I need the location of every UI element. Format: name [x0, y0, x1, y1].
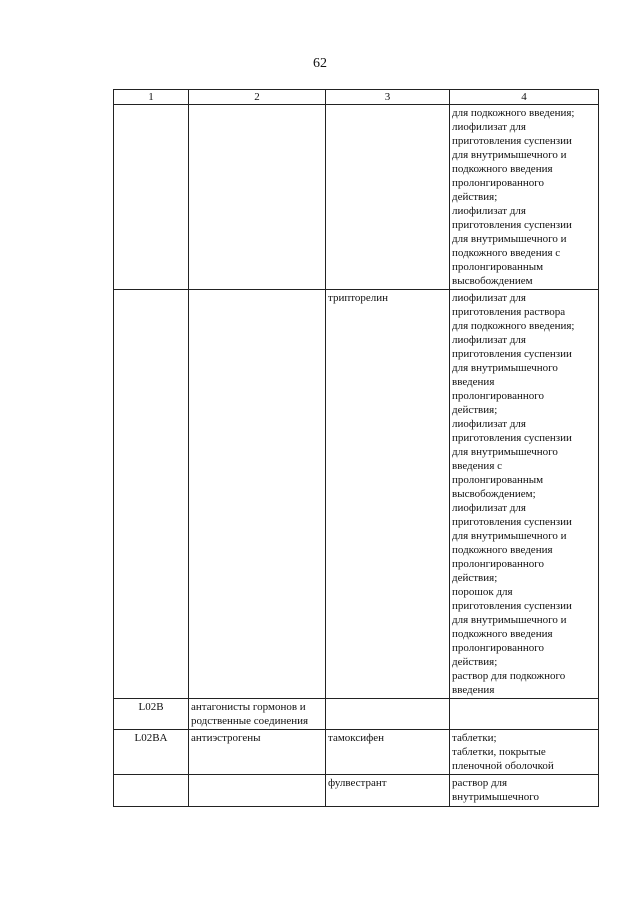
dosage-form-line: приготовления суспензии — [452, 219, 572, 231]
pharm-group-cell — [189, 290, 326, 699]
dosage-form-line: для внутримышечного — [452, 446, 558, 458]
pharm-group-cell — [189, 775, 326, 807]
table-row — [114, 105, 599, 290]
dosage-form-line: приготовления суспензии — [452, 348, 572, 360]
dosage-form-line: пролонгированным — [452, 474, 544, 486]
substance-cell — [326, 105, 450, 290]
dosage-form-line: для внутримышечного и — [452, 530, 567, 542]
dosage-form-line: для подкожного введения; — [452, 107, 575, 119]
table-row — [114, 775, 599, 807]
dosage-form-line: раствор для — [452, 777, 508, 789]
table-header-row — [114, 90, 599, 105]
dosage-form-line: таблетки; — [452, 732, 497, 744]
dosage-form-line: пролонгированного — [452, 558, 544, 570]
dosage-form-line: пролонгированным — [452, 261, 544, 273]
dosage-form-line: для подкожного введения; — [452, 320, 575, 332]
dosage-form-line: действия; — [452, 404, 498, 416]
dosage-form-line: лиофилизат для — [452, 334, 526, 346]
dosage-form-line: действия; — [452, 191, 498, 203]
drug-table — [113, 89, 599, 807]
dosage-form-line: пролонгированного — [452, 642, 544, 654]
dosage-form-line: внутримышечного — [452, 791, 539, 803]
substance-cell: тамоксифен — [326, 730, 450, 775]
dosage-forms-cell — [450, 290, 599, 699]
dosage-form-line: введения — [452, 684, 495, 696]
dosage-forms-cell — [450, 105, 599, 290]
substance-cell: трипторелин — [326, 290, 450, 699]
dosage-form-line: для внутримышечного — [452, 362, 558, 374]
atc-code-cell: L02B — [114, 699, 189, 730]
dosage-form-line: лиофилизат для — [452, 418, 526, 430]
dosage-form-line: введения с — [452, 460, 503, 472]
dosage-form-line: подкожного введения — [452, 544, 553, 556]
pharm-group-cell — [189, 105, 326, 290]
dosage-form-line: подкожного введения с — [452, 247, 561, 259]
column-header: 4 — [450, 90, 599, 105]
table-row — [114, 730, 599, 775]
dosage-form-line: лиофилизат для — [452, 205, 526, 217]
dosage-form-line: приготовления суспензии — [452, 135, 572, 147]
dosage-form-line: лиофилизат для — [452, 292, 526, 304]
atc-code-cell — [114, 290, 189, 699]
atc-code-cell — [114, 105, 189, 290]
dosage-form-line: порошок для — [452, 586, 513, 598]
atc-code-cell: L02BA — [114, 730, 189, 775]
dosage-form-line: пролонгированного — [452, 390, 544, 402]
substance-cell — [326, 699, 450, 730]
column-header: 2 — [189, 90, 326, 105]
dosage-form-line: приготовления суспензии — [452, 432, 572, 444]
dosage-form-line: высвобождением; — [452, 488, 536, 500]
table-row — [114, 290, 599, 699]
dosage-form-line: приготовления суспензии — [452, 516, 572, 528]
dosage-form-line: пленочной оболочкой — [452, 760, 554, 772]
substance-cell: фулвестрант — [326, 775, 450, 807]
dosage-form-line: приготовления суспензии — [452, 600, 572, 612]
dosage-form-line: подкожного введения — [452, 163, 553, 175]
dosage-form-line: таблетки, покрытые — [452, 746, 546, 758]
column-header: 3 — [326, 90, 450, 105]
page-number: 62 — [313, 56, 327, 71]
column-header: 1 — [114, 90, 189, 105]
pharm-group-cell: антагонисты гормонов и родственные соединения — [189, 699, 326, 730]
dosage-form-line: высвобождением — [452, 275, 533, 287]
dosage-form-line: лиофилизат для — [452, 121, 526, 133]
dosage-form-line: раствор для подкожного — [452, 670, 566, 682]
dosage-form-line: приготовления раствора — [452, 306, 566, 318]
dosage-form-line: для внутримышечного и — [452, 149, 567, 161]
dosage-form-line: для внутримышечного и — [452, 233, 567, 245]
dosage-form-line: подкожного введения — [452, 628, 553, 640]
dosage-form-line: действия; — [452, 656, 498, 668]
dosage-forms-cell — [450, 699, 599, 730]
dosage-form-line: действия; — [452, 572, 498, 584]
dosage-form-line: лиофилизат для — [452, 502, 526, 514]
dosage-forms-cell — [450, 775, 599, 807]
atc-code-cell — [114, 775, 189, 807]
dosage-form-line: пролонгированного — [452, 177, 544, 189]
dosage-form-line: для внутримышечного и — [452, 614, 567, 626]
pharm-group-cell: антиэстрогены — [189, 730, 326, 775]
dosage-forms-cell — [450, 730, 599, 775]
dosage-form-line: введения — [452, 376, 495, 388]
table-row — [114, 699, 599, 730]
